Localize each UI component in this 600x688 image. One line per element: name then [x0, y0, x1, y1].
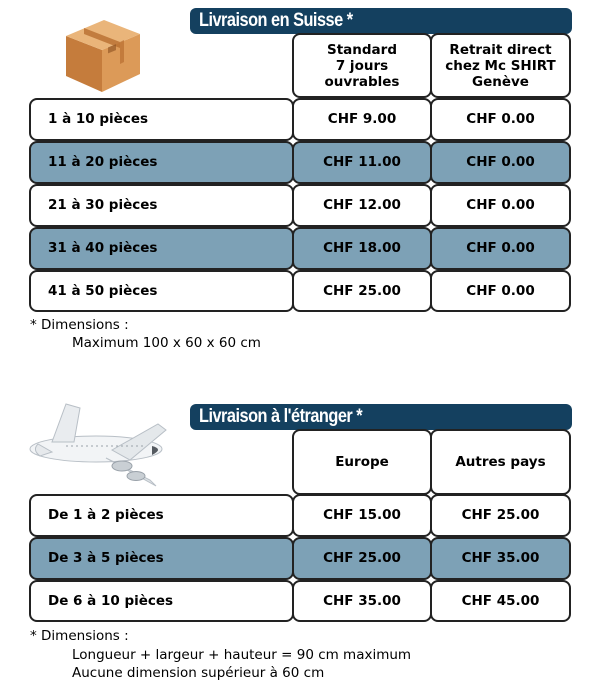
row-label [29, 580, 294, 622]
price-text: CHF 25.00 [323, 550, 401, 566]
airplane-icon [26, 400, 176, 490]
price-cell [292, 227, 432, 270]
price-text: CHF 18.00 [323, 240, 401, 256]
cardboard-box-icon [62, 14, 144, 94]
price-text: CHF 0.00 [466, 154, 535, 170]
row-label-text: 21 à 30 pièces [48, 197, 158, 213]
row-label-text: 31 à 40 pièces [48, 240, 158, 256]
note-title-suisse: * Dimensions : [30, 317, 129, 333]
header-retrait-label: Retrait direct chez Mc SHIRT Genève [445, 41, 556, 90]
price-cell [292, 98, 432, 141]
note-line: Longueur + largeur + hauteur = 90 cm maximum [72, 647, 412, 663]
row-label-text: 11 à 20 pièces [48, 154, 158, 170]
price-text: CHF 0.00 [466, 282, 535, 299]
note-line: Maximum 100 x 60 x 60 cm [72, 335, 261, 351]
banner-etranger [190, 404, 572, 430]
row-label-text: De 6 à 10 pièces [48, 592, 174, 609]
header-europe-label: Europe [335, 454, 389, 470]
row-label-text: De 1 à 2 pièces [48, 507, 164, 523]
price-text: CHF 25.00 [461, 507, 540, 523]
row-label [29, 494, 294, 537]
price-text: CHF 0.00 [466, 111, 535, 127]
price-text: CHF 11.00 [323, 154, 401, 170]
price-text: CHF 15.00 [323, 507, 401, 523]
row-label [29, 184, 294, 227]
row-label-text: 1 à 10 pièces [48, 111, 149, 127]
header-autres-pays-label: Autres pays [455, 454, 546, 470]
banner-suisse [190, 8, 572, 34]
price-text: CHF 35.00 [461, 550, 540, 566]
banner-suisse-title: Livraison en Suisse * [199, 10, 353, 31]
price-text: CHF 45.00 [461, 592, 540, 609]
header-retrait [430, 33, 571, 98]
price-cell [430, 98, 571, 141]
banner-etranger-title: Livraison à l'étranger * [199, 406, 363, 427]
price-text: CHF 12.00 [323, 197, 401, 213]
row-label [29, 141, 294, 184]
price-cell [430, 494, 571, 537]
price-text: CHF 0.00 [466, 197, 535, 213]
row-label [29, 537, 294, 580]
price-text: CHF 25.00 [323, 282, 401, 299]
header-standard [292, 33, 432, 98]
row-label [29, 227, 294, 270]
header-standard-label: Standard 7 jours ouvrables [324, 41, 400, 90]
price-text: CHF 9.00 [327, 111, 397, 127]
price-cell [430, 537, 571, 580]
price-cell [430, 227, 571, 270]
row-label-text: De 3 à 5 pièces [48, 550, 164, 566]
header-autres-pays [430, 429, 571, 495]
price-cell [292, 270, 432, 312]
price-cell [292, 580, 432, 622]
price-cell [430, 141, 571, 184]
note-line: Aucune dimension supérieur à 60 cm [72, 665, 325, 681]
row-label [29, 98, 294, 141]
price-cell [292, 141, 432, 184]
header-europe [292, 429, 432, 495]
price-cell [430, 580, 571, 622]
price-cell [430, 184, 571, 227]
price-text: CHF 0.00 [466, 240, 535, 256]
price-cell [292, 184, 432, 227]
price-cell [430, 270, 571, 312]
row-label-text: 41 à 50 pièces [48, 282, 158, 299]
price-text: CHF 35.00 [323, 592, 401, 609]
row-label [29, 270, 294, 312]
price-cell [292, 494, 432, 537]
note-title-etranger: * Dimensions : [30, 628, 129, 644]
price-cell [292, 537, 432, 580]
